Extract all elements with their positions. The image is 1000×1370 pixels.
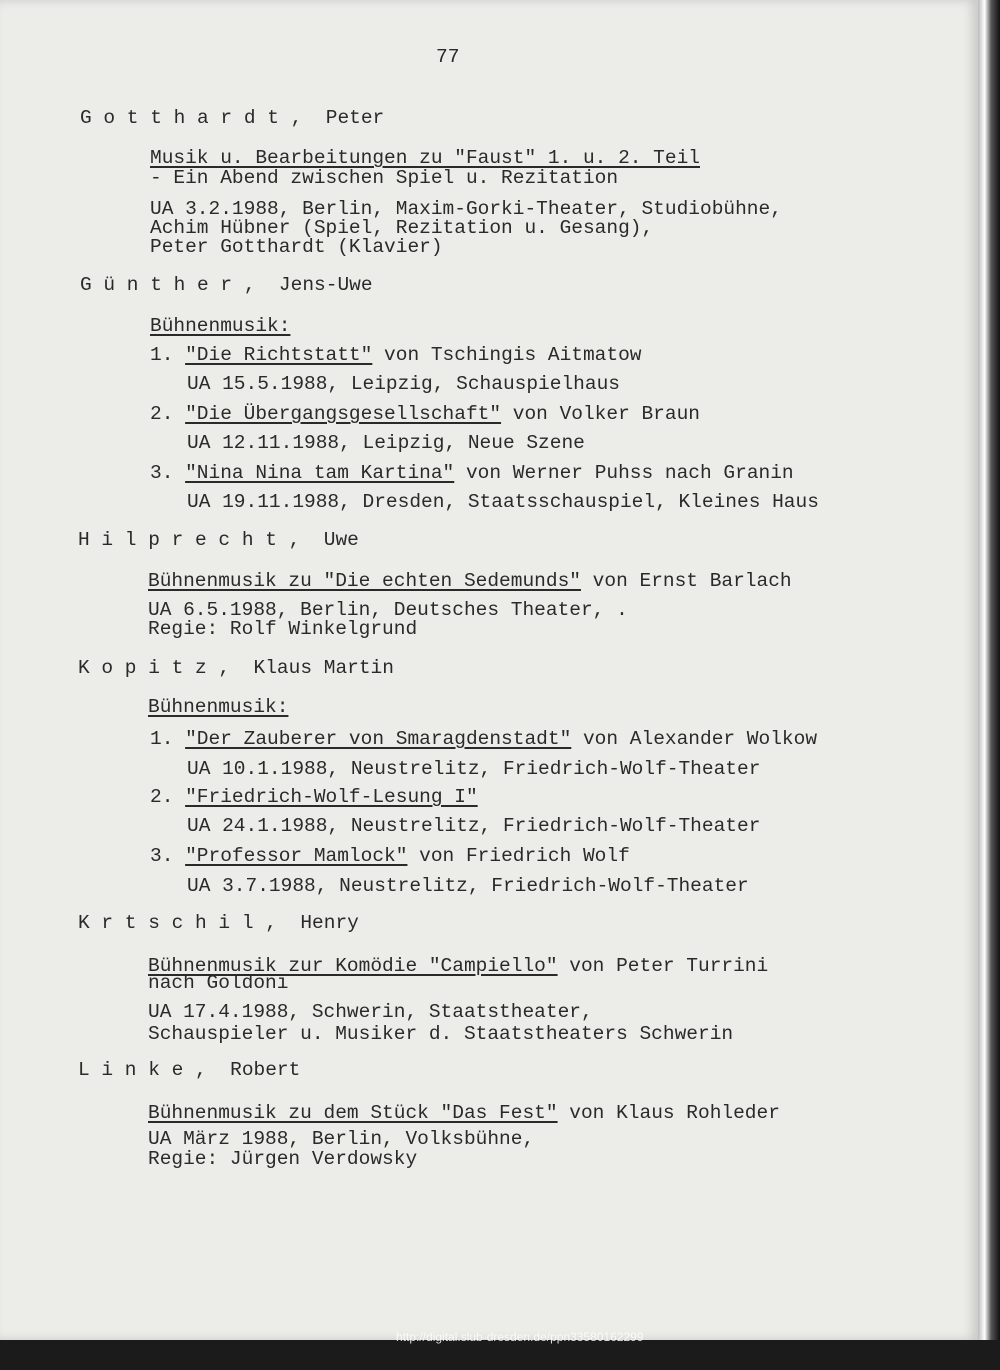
performance-details: UA 12.11.1988, Leipzig, Neue Szene [187, 432, 585, 454]
work-author: von Werner Puhss nach Granin [454, 462, 794, 484]
item-number: 3. [150, 845, 174, 867]
work-item [150, 787, 478, 807]
performance-details: Regie: Jürgen Verdowsky [148, 1148, 418, 1170]
item-number: 3. [150, 462, 174, 484]
work-title: "Der Zauberer von Smaragdenstadt" [185, 728, 572, 750]
performance-details: UA 10.1.1988, Neustrelitz, Friedrich-Wolf-Theater [187, 758, 761, 780]
page-number: 77 [436, 46, 460, 68]
performance-details: UA 19.11.1988, Dresden, Staatsschauspiel, Kleines Haus [187, 491, 819, 513]
item-number: 1. [150, 728, 174, 750]
performance-details: UA 3.7.1988, Neustrelitz, Friedrich-Wolf-Theater [187, 875, 749, 897]
work-author: von Friedrich Wolf [407, 845, 630, 867]
performance-details: Peter Gotthardt (Klavier) [150, 236, 443, 258]
work-title: "Professor Mamlock" [185, 845, 408, 867]
work-title: Bühnenmusik zur Komödie "Campiello" [148, 955, 558, 977]
page-edge [978, 0, 1000, 1340]
work-author: von Volker Braun [501, 403, 700, 425]
performance-details: Regie: Rolf Winkelgrund [148, 618, 418, 640]
work-title: Bühnenmusik zu dem Stück "Das Fest" [148, 1102, 558, 1124]
work-subtitle: nach Goldoni [148, 972, 289, 994]
performance-details: UA 24.1.1988, Neustrelitz, Friedrich-Wolf-Theater [187, 815, 761, 837]
work-item [148, 1103, 780, 1123]
composer-name: L i n k e , Robert [78, 1059, 301, 1081]
footer-url: http://digital.slub-dresden.de/ppn33580162299 [396, 1330, 644, 1344]
work-author: von Alexander Wolkow [571, 728, 818, 750]
work-author: von Klaus Rohleder [557, 1102, 780, 1124]
work-title: Bühnenmusik zu "Die echten Sedemunds" [148, 570, 581, 592]
work-item [150, 729, 817, 749]
performance-details: Schauspieler u. Musiker d. Staatstheaters Schwerin [148, 1023, 734, 1045]
work-title: "Friedrich-Wolf-Lesung I" [185, 786, 478, 808]
performance-details: UA 15.5.1988, Leipzig, Schauspielhaus [187, 373, 620, 395]
performance-details: UA März 1988, Berlin, Volksbühne, [148, 1128, 535, 1150]
work-item [150, 463, 794, 483]
work-title: "Die Richtstatt" [185, 344, 373, 366]
performance-details: Achim Hübner (Spiel, Rezitation u. Gesang), [150, 217, 654, 239]
work-author: von Tschingis Aitmatow [372, 344, 642, 366]
composer-name: G ü n t h e r , Jens-Uwe [80, 274, 373, 296]
work-author: von Ernst Barlach [580, 570, 792, 592]
work-item [150, 345, 642, 365]
item-number: 1. [150, 344, 174, 366]
item-number: 2. [150, 786, 174, 808]
work-item [148, 571, 792, 591]
work-title: "Nina Nina tam Kartina" [185, 462, 455, 484]
composer-name: K r t s c h i l , Henry [78, 912, 359, 934]
section-heading: Bühnenmusik: [150, 315, 291, 337]
composer-name: K o p i t z , Klaus Martin [78, 657, 394, 679]
work-author: von Peter Turrini [557, 955, 769, 977]
work-item [150, 404, 700, 424]
work-item [150, 846, 630, 866]
composer-name: G o t t h a r d t , Peter [80, 107, 385, 129]
work-title: "Die Übergangsgesellschaft" [185, 403, 502, 425]
performance-details: UA 6.5.1988, Berlin, Deutsches Theater, . [148, 599, 628, 621]
item-number: 2. [150, 403, 174, 425]
work-subtitle: - Ein Abend zwischen Spiel u. Rezitation [150, 167, 619, 189]
work-title: Musik u. Bearbeitungen zu "Faust" 1. u. 2. Teil [150, 147, 700, 169]
composer-name: H i l p r e c h t , Uwe [78, 529, 359, 551]
section-heading: Bühnenmusik: [148, 696, 289, 718]
performance-details: UA 3.2.1988, Berlin, Maxim-Gorki-Theater, Studiobühne, [150, 198, 782, 220]
performance-details: UA 17.4.1988, Schwerin, Staatstheater, [148, 1001, 593, 1023]
